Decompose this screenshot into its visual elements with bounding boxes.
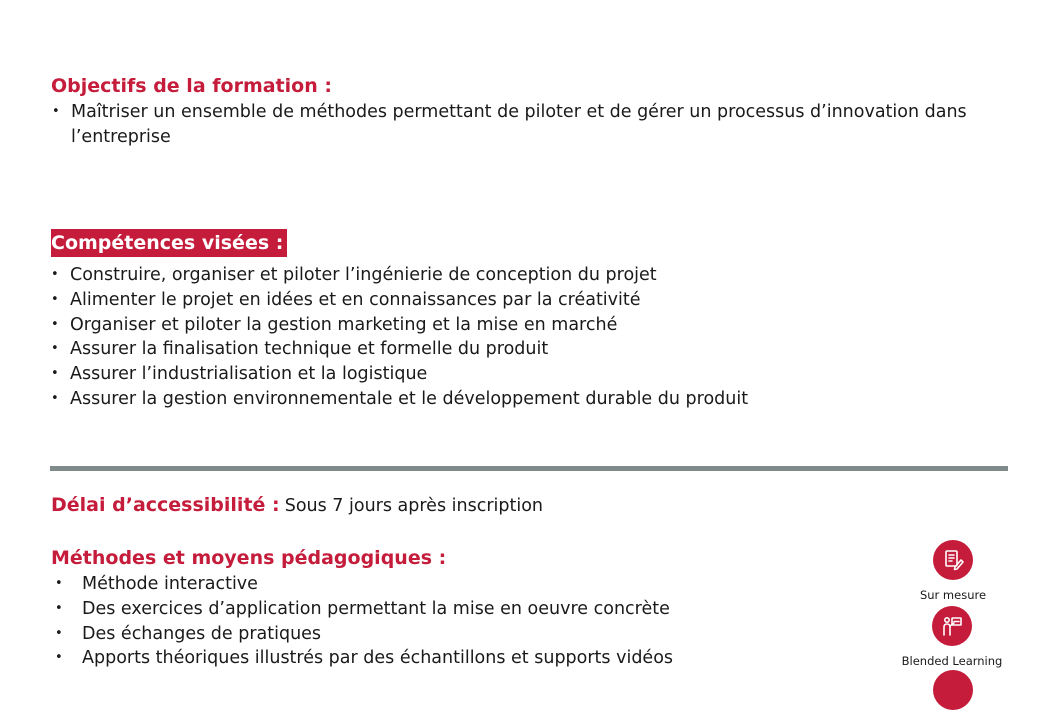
- delai-value: Sous 7 jours après inscription: [284, 496, 544, 516]
- badge-sur-mesure: [888, 540, 1018, 602]
- badge-label: Blended Learning: [901, 654, 1003, 668]
- list-item: • Méthode interactive: [82, 572, 673, 597]
- list-item: • Assurer la gestion environnementale et le développement durable du produit: [70, 387, 748, 412]
- list-item: • Des échanges de pratiques: [82, 622, 673, 647]
- badge-partial-circle: [933, 670, 973, 710]
- methodes-heading: Méthodes et moyens pédagogiques :: [51, 547, 447, 569]
- list-item: • Assurer l’industrialisation et la logistique: [70, 362, 748, 387]
- list-item: • Apports théoriques illustrés par des échantillons et supports vidéos: [82, 646, 673, 671]
- presenter-icon: [932, 606, 972, 646]
- list-item: • Assurer la finalisation technique et formelle du produit: [70, 337, 748, 362]
- list-item: • Alimenter le projet en idées et en connaissances par la créativité: [70, 288, 748, 313]
- document-edit-icon: [933, 540, 973, 580]
- badge-label: Sur mesure: [919, 588, 987, 602]
- badge-blended-learning: [887, 606, 1017, 668]
- list-item: • Organiser et piloter la gestion marketing et la mise en marché: [70, 313, 748, 338]
- objectifs-heading: Objectifs de la formation :: [51, 75, 332, 97]
- list-item: • Construire, organiser et piloter l’ingénierie de conception du projet: [70, 263, 748, 288]
- delai-label: Délai d’accessibilité :: [51, 494, 280, 516]
- section-divider: [50, 466, 1008, 471]
- competences-list: [70, 263, 748, 412]
- list-item: • Des exercices d’application permettant la mise en oeuvre concrète: [82, 597, 673, 622]
- objectifs-list: [71, 100, 991, 150]
- list-item: • Maîtriser un ensemble de méthodes permettant de piloter et de gérer un processus d’innovation dans l’entreprise: [71, 100, 991, 150]
- delai-line: [51, 492, 543, 519]
- methodes-list: [82, 572, 673, 671]
- competences-heading: Compétences visées :: [51, 229, 287, 257]
